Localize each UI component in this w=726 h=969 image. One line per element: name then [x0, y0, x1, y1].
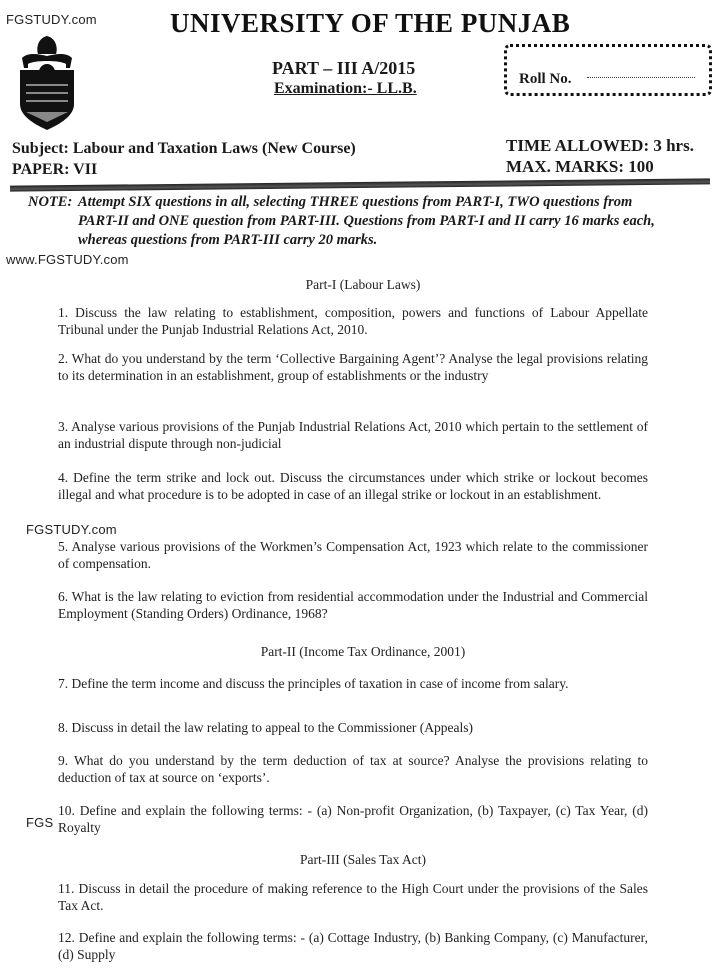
watermark-top: FGSTUDY.com: [6, 12, 97, 27]
question-3: 3. Analyse various provisions of the Punjab Industrial Relations Act, 2010 which pertain to the settlement of an industrial dispute through non-judicial: [58, 419, 648, 451]
part-year: PART – III A/2015: [272, 58, 416, 78]
roll-number-box[interactable]: [504, 44, 712, 96]
roll-number-field[interactable]: [587, 77, 695, 78]
university-title: UNIVERSITY OF THE PUNJAB: [170, 8, 571, 38]
question-2: 2. What do you understand by the term ‘Collective Bargaining Agent’? Analyse the legal provisions relating to its determination in an establishment, group of establishments or the industry: [58, 351, 648, 383]
section-heading-part-1: Part-I (Labour Laws): [305, 277, 421, 292]
watermark-lower: FGSTUDY.com: [26, 522, 117, 537]
section-heading-part-3: Part-III (Sales Tax Act): [300, 852, 426, 867]
time-allowed: TIME ALLOWED: 3 hrs.: [506, 136, 694, 155]
examination-label: Examination:- LL.B.: [274, 80, 417, 97]
note-lead: NOTE:: [28, 194, 73, 210]
question-6: 6. What is the law relating to eviction from residential accommodation under the Industrial and Commercial Employment (Standing Orders) Ordinance, 1968?: [58, 589, 648, 621]
university-crest-icon: [14, 34, 80, 134]
question-12: 12. Define and explain the following terms: - (a) Cottage Industry, (b) Banking Company, (c) Manufacturer, (d) Supply: [58, 930, 648, 962]
header-divider: [10, 178, 710, 191]
watermark-middle: www.FGSTUDY.com: [6, 252, 129, 267]
question-9: 9. What do you understand by the term deduction of tax at source? Analyse the provisions relating to deduction of tax at source on ‘exports’.: [58, 753, 648, 785]
note-text: Attempt SIX questions in all, selecting THREE questions from PART-I, TWO questions from PART-II and ONE question from PART-III. Questions from PART-I and II carry 16 marks each, whereas questions from PART-III carry 20 marks.: [78, 194, 655, 248]
paper-label: PAPER: VII: [12, 161, 98, 178]
roll-number-label: Roll No.: [519, 71, 572, 87]
question-4: 4. Define the term strike and lock out. Discuss the circumstances under which strike or lockout becomes illegal and what procedure is to be adopted in case of an illegal strike or lockout in an establishment.: [58, 470, 648, 502]
instructions-note: [28, 193, 668, 250]
question-7: 7. Define the term income and discuss the principles of taxation in case of income from salary.: [58, 676, 569, 691]
question-1: 1. Discuss the law relating to establishment, composition, powers and functions of Labour Appellate Tribunal under the Punjab Industrial Relations Act, 2010.: [58, 305, 648, 337]
question-8: 8. Discuss in detail the law relating to appeal to the Commissioner (Appeals): [58, 720, 474, 735]
section-heading-part-2: Part-II (Income Tax Ordinance, 2001): [260, 644, 466, 659]
max-marks: MAX. MARKS: 100: [506, 157, 654, 176]
question-5: 5. Analyse various provisions of the Workmen’s Compensation Act, 1923 which relate to the commissioner of compensation.: [58, 539, 648, 571]
watermark-bottom: FGS: [26, 815, 54, 830]
subject-label: Subject: Labour and Taxation Laws (New Course): [12, 140, 356, 157]
question-10: 10. Define and explain the following terms: - (a) Non-profit Organization, (b) Taxpayer, (c) Tax Year, (d) Royalty: [58, 803, 648, 835]
question-11: 11. Discuss in detail the procedure of making reference to the High Court under the provisions of the Sales Tax Act.: [58, 881, 648, 913]
